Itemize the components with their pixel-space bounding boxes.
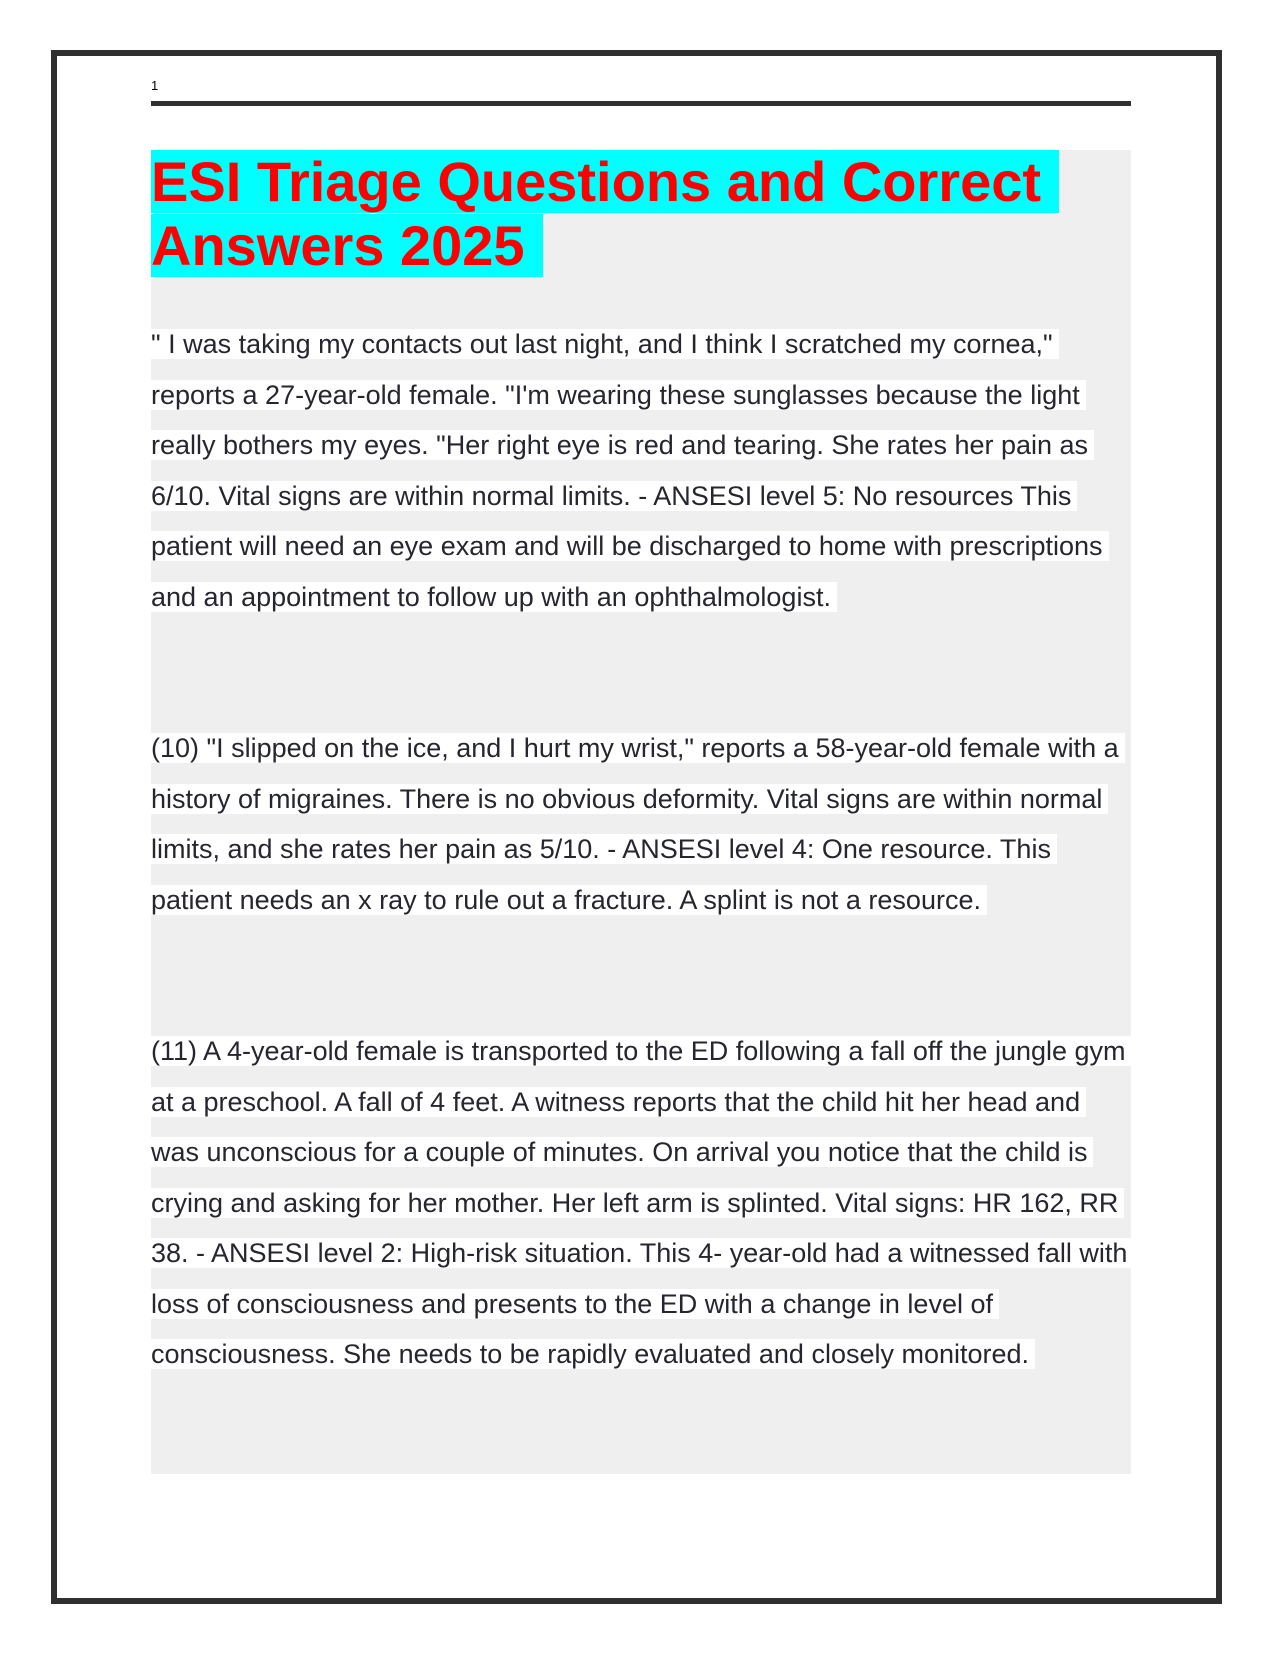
question-text: " I was taking my contacts out last night, and I think I scratched my cornea," reports a 27-year-old female. "I'm wearing these sunglasses because the light really bothers my eyes. "Her right eye is red and tearing. She rates her pain as 6/10. Vital signs are within normal limits. - ANSESI level 5: No resources This patient will need an eye exam and will be discharged to home with prescriptions and an appointment to follow up with an ophthalmologist. <box>151 329 1109 612</box>
question-paragraph <box>151 1026 1131 1380</box>
document-title-text: ESI Triage Questions and Correct Answers 2025 <box>151 150 1059 277</box>
page-number: 1 <box>151 78 159 93</box>
document-title <box>151 150 1051 278</box>
question-text: (10) "I slipped on the ice, and I hurt my wrist," reports a 58-year-old female with a history of migraines. There is no obvious deformity. Vital signs are within normal limits, and she rates her pain as 5/10. - ANSESI level 4: One resource. This patient needs an x ray to rule out a fracture. A splint is not a resource. <box>151 733 1125 915</box>
question-paragraph <box>151 319 1131 622</box>
question-text: (11) A 4-year-old female is transported to the ED following a fall off the jungle gym at a preschool. A fall of 4 feet. A witness reports that the child hit her head and was unconscious for a couple of minutes. On arrival you notice that the child is crying and asking for her mother. Her left arm is splinted. Vital signs: HR 162, RR 38. - ANSESI level 2: High-risk situation. This 4- year-old had a witnessed fall with loss of consciousness and presents to the ED with a change in level of consciousness. She needs to be rapidly evaluated and closely monitored. <box>151 1036 1133 1369</box>
question-paragraph <box>151 723 1131 925</box>
header-rule <box>151 101 1131 106</box>
